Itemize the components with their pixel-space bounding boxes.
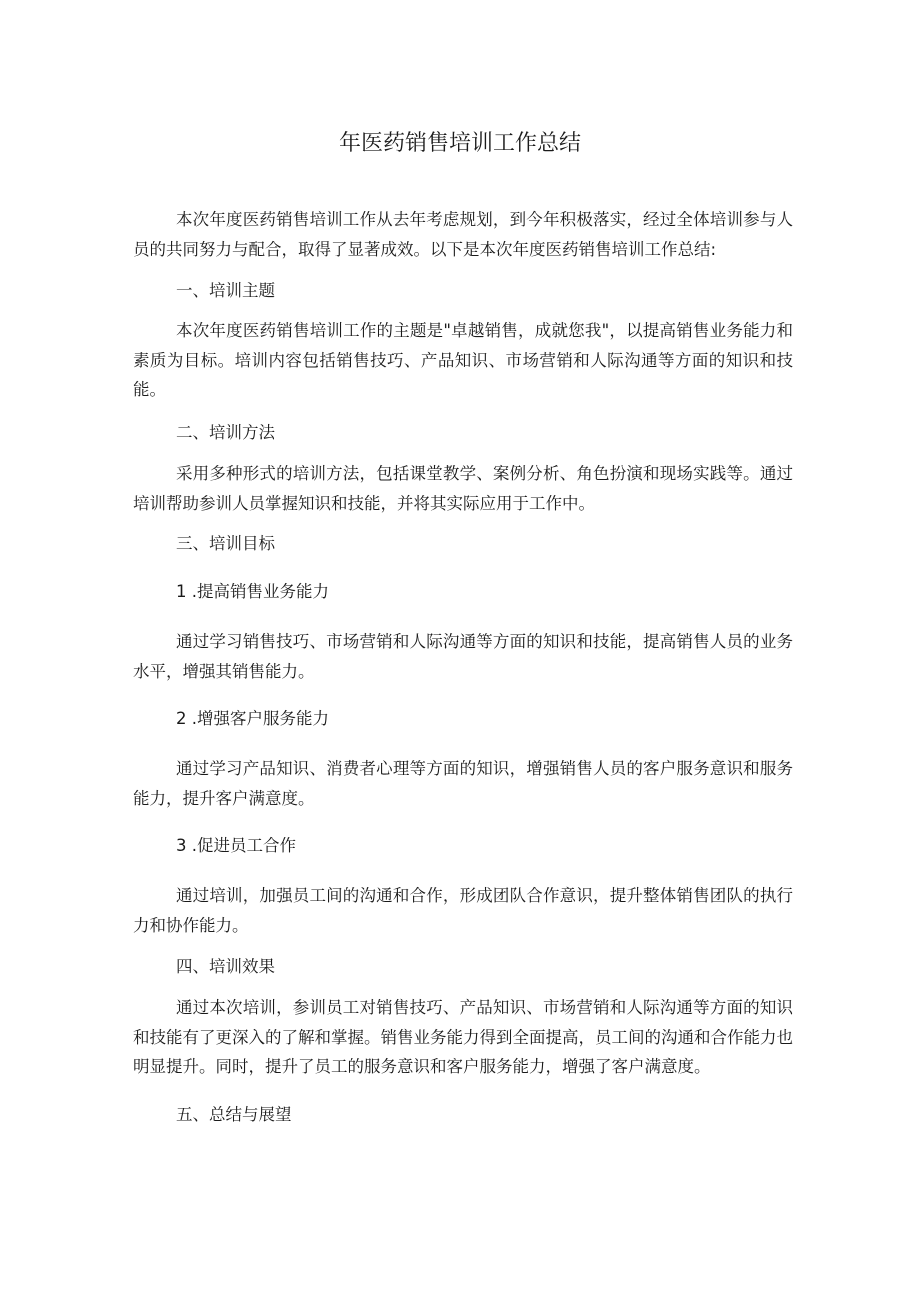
goal-body-service: 通过学习产品知识、消费者心理等方面的知识，增强销售人员的客户服务意识和服务能力，提升客户满意度。 (133, 759, 793, 808)
section-body-method: 采用多种形式的培训方法，包括课堂教学、案例分析、角色扮演和现场实践等。通过培训帮助参训人员掌握知识和技能，并将其实际应用于工作中。 (133, 464, 793, 513)
section-heading-results: 四、培训效果 (176, 957, 275, 976)
section-heading-goals: 三、培训目标 (176, 534, 275, 553)
section-body-theme: 本次年度医药销售培训工作的主题是"卓越销售，成就您我"，以提高销售业务能力和素质为目标。培训内容包括销售技巧、产品知识、市场营销和人际沟通等方面的知识和技能。 (133, 321, 793, 399)
goal-heading-sales: 1 .提高销售业务能力 (176, 582, 329, 601)
section-heading-theme: 一、培训主题 (176, 281, 275, 300)
document-title: 年医药销售培训工作总结 (338, 131, 581, 156)
section-heading-summary: 五、总结与展望 (176, 1105, 292, 1124)
section-heading-method: 二、培训方法 (176, 423, 275, 442)
goal-heading-cooperation: 3 .促进员工合作 (176, 836, 296, 855)
section-body-results: 通过本次培训，参训员工对销售技巧、产品知识、市场营销和人际沟通等方面的知识和技能有了更深入的了解和掌握。销售业务能力得到全面提高，员工间的沟通和合作能力也明显提升。同时，提升了员工的服务意识和客户服务能力，增强了客户满意度。 (133, 998, 793, 1076)
goal-heading-service: 2 .增强客户服务能力 (176, 709, 329, 728)
intro-paragraph: 本次年度医药销售培训工作从去年考虑规划，到今年积极落实，经过全体培训参与人员的共同努力与配合，取得了显著成效。以下是本次年度医药销售培训工作总结: (133, 210, 793, 259)
goal-body-sales: 通过学习销售技巧、市场营销和人际沟通等方面的知识和技能，提高销售人员的业务水平，增强其销售能力。 (133, 632, 793, 681)
goal-body-cooperation: 通过培训，加强员工间的沟通和合作，形成团队合作意识，提升整体销售团队的执行力和协作能力。 (133, 886, 793, 935)
